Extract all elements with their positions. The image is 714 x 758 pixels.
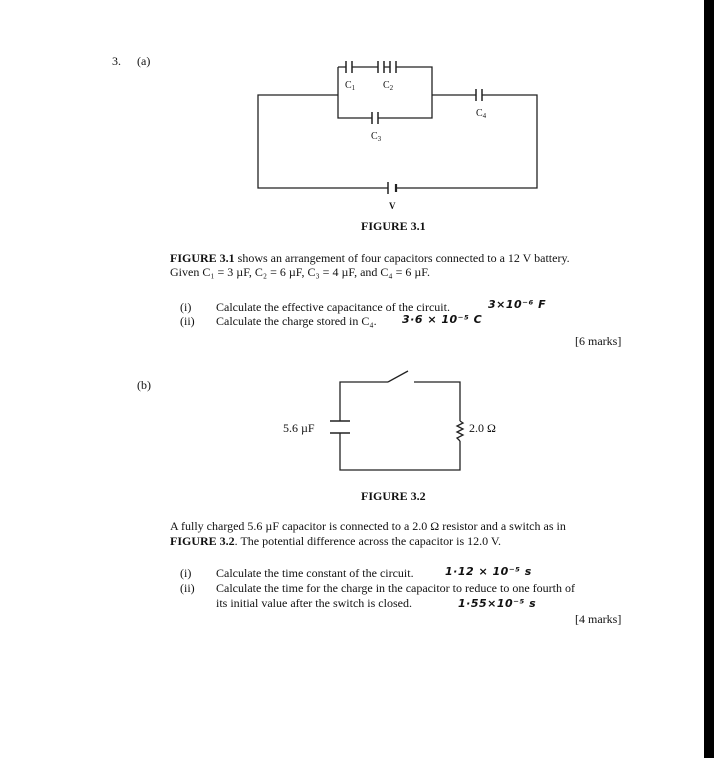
rc-loop-wire bbox=[340, 382, 460, 470]
part-b-text-line1: A fully charged 5.6 µF capacitor is connected to a 2.0 Ω resistor and a switch as in bbox=[170, 519, 566, 533]
part-a-item-i-answer: 3×10⁻⁶ F bbox=[488, 298, 547, 311]
figure-3-1-circuit bbox=[0, 0, 704, 240]
capacitor-value-label: 5.6 µF bbox=[283, 421, 315, 435]
part-a-item-ii-num: (ii) bbox=[180, 314, 195, 328]
part-b-item-i-answer: 1·12 × 10⁻⁵ s bbox=[445, 565, 532, 578]
c3-branch-wire bbox=[338, 95, 432, 118]
main-loop-wire bbox=[258, 95, 537, 188]
part-a-label: (a) bbox=[137, 54, 151, 68]
part-a-item-ii-answer: 3·6 × 10⁻⁵ C bbox=[402, 313, 483, 326]
c4-label: $C_4$ bbox=[476, 108, 487, 120]
part-b-item-i-num: (i) bbox=[180, 566, 192, 580]
part-a-text-line1: FIGURE 3.1 shows an arrangement of four capacitors connected to a 12 V battery. bbox=[170, 251, 570, 265]
battery-label: V bbox=[389, 201, 396, 211]
part-a-item-ii-text: Calculate the charge stored in C₄. bbox=[216, 314, 377, 328]
part-b-item-i-text: Calculate the time constant of the circuit. bbox=[216, 566, 414, 580]
figure-3-1-caption: FIGURE 3.1 bbox=[361, 219, 426, 233]
figure-3-2-caption: FIGURE 3.2 bbox=[361, 489, 426, 503]
switch-lever bbox=[388, 371, 408, 382]
part-a-marks: [6 marks] bbox=[575, 334, 622, 348]
c1-label: $C_1$ bbox=[345, 80, 356, 92]
c2-label: $C_2$ bbox=[383, 80, 394, 92]
part-b-text-line2: FIGURE 3.2. The potential difference across the capacitor is 12.0 V. bbox=[170, 534, 502, 548]
part-b-label: (b) bbox=[137, 378, 151, 392]
question-number: 3. bbox=[112, 54, 121, 68]
c3-label: $C_3$ bbox=[371, 131, 382, 143]
part-b-marks: [4 marks] bbox=[575, 612, 622, 626]
part-a-text-line2: Given C₁ = 3 µF, C₂ = 6 µF, C₃ = 4 µF, and C₄ = 6 µF. bbox=[170, 265, 430, 279]
part-b-item-ii-text2: its initial value after the switch is closed. bbox=[216, 596, 412, 610]
part-b-item-ii-num: (ii) bbox=[180, 581, 195, 595]
part-a-item-i-text: Calculate the effective capacitance of the circuit. bbox=[216, 300, 450, 314]
part-a-item-i-num: (i) bbox=[180, 300, 192, 314]
part-b-item-ii-text: Calculate the time for the charge in the capacitor to reduce to one fourth of bbox=[216, 581, 575, 595]
part-b-item-ii-answer: 1·55×10⁻⁵ s bbox=[458, 597, 537, 610]
resistor-zigzag bbox=[457, 421, 463, 441]
resistor-value-label: 2.0 Ω bbox=[469, 421, 496, 435]
